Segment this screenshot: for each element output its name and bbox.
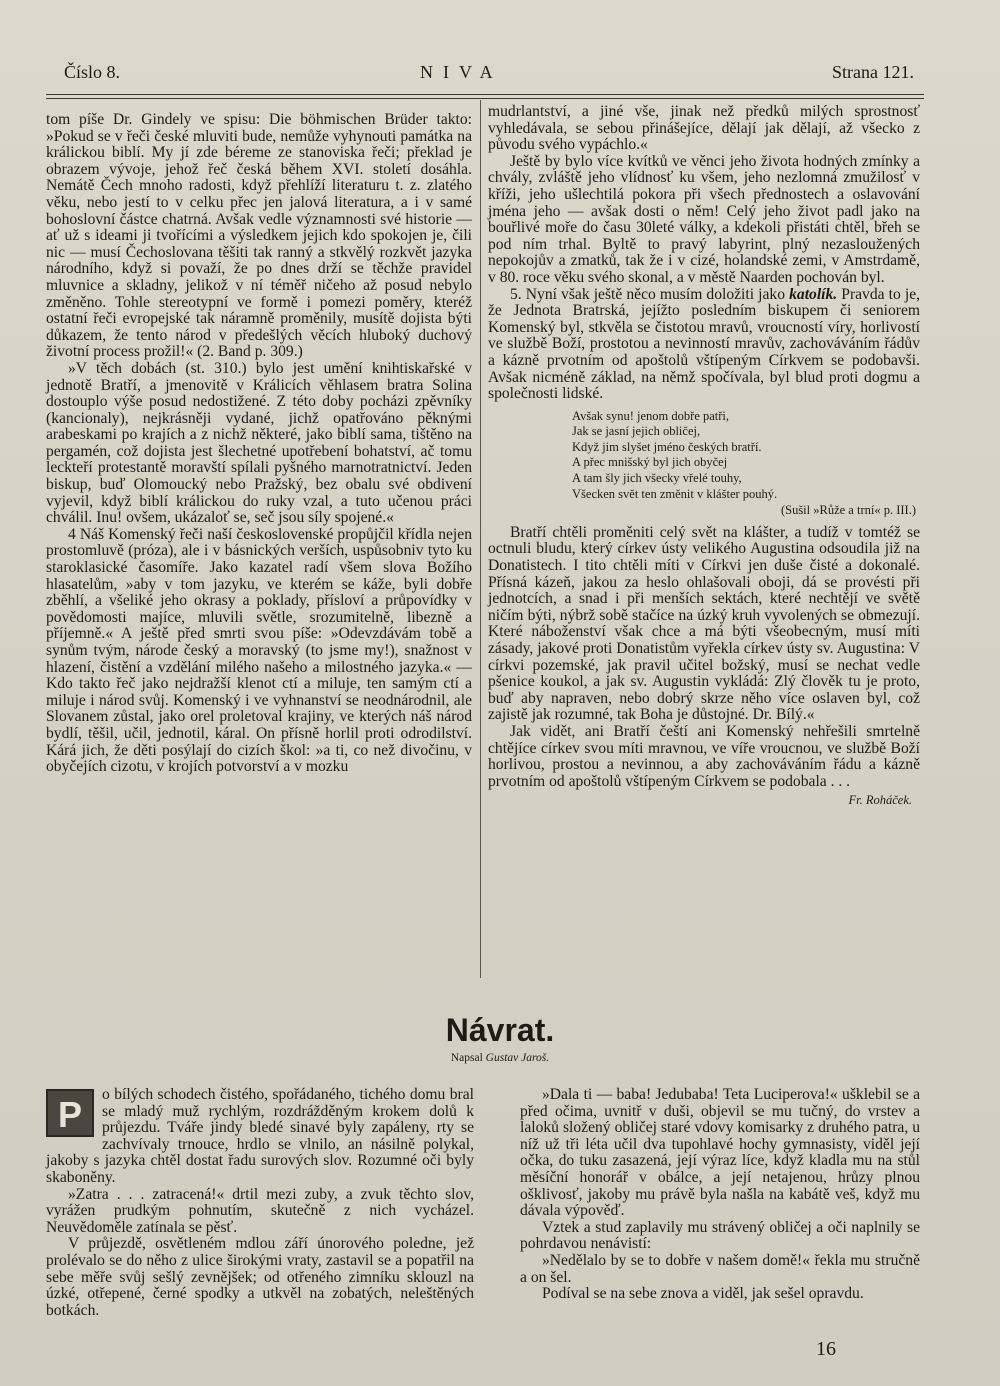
paragraph: Ještě by bylo více kvítků ve věnci jeho života hodných zmínky a chvály, zvláště jeho vlídnosť ku všem, jeho nezlomná zmužilosť v kříži, jeho ušlechtilá pokora při všech přednostech a oslavování jména jeho — avšak dosti o něm! Celý jeho život padl jako na bouřlivé moře do času 30leté války, a kdekoli přistáti chtěl, břeh se pod ním trhal. Byltě to pravý labyrint, plný nezasloužených nepokojův a zmatků, tak že i v cizé, holandské zemi, v Amstrdamě, v 80. roce věku svého skonal, a v městě Naarden pochován byl. (488, 152, 920, 286)
byline-author: Gustav Jaroš. (485, 1052, 550, 1064)
article-column-right (520, 1087, 920, 1303)
poem-source: (Sušil »Růže a trní« p. III.) (780, 503, 916, 518)
byline-prefix: Napsal (450, 1052, 483, 1064)
paragraph: »Dala ti — baba! Jedubaba! Teta Luciperova!« ušklebil se a před očima, uvnitř v duši, objevil se mu tučný, do vrstev a laloků složený obličej staré vdovy komisarky z druhého patra, u níž už tři léta učil dva tupohlavé hochy gymnasisty, viděl její očka, do tuku zasazená, její výraz líce, když kladla mu na stůl měsíční honorář v obálce, a její netajenou, hrůzy plnou ošklivosť, jakoby mu právě byla našla na kabátě veš, když mu dávala výpověď. (520, 1086, 920, 1220)
poem-line: A přec mnišský byl jich obyčej (572, 455, 728, 470)
column-left (46, 112, 472, 776)
paragraph: Podíval se na sebe znova a viděl, jak sešel opravdu. (542, 1285, 864, 1303)
drop-cap: P (46, 1089, 94, 1137)
article-column-left (46, 1087, 474, 1319)
opening-text: o bílých schodech čistého, spořádaného, tichého domu bral se mladý muž rychlým, rozdrážděným krokem dolů k průjezdu. Tváře jindy bledé sinavé byly zapáleny, rty se zachvívaly trnouce, hrdlo se vlnilo, an násilně polykal, jakoby s jazyka chtěl dostat řadu surových slov. Rozumné oči byly skaboněny. (46, 1086, 474, 1186)
paragraph-5 (488, 287, 920, 403)
paragraph: Bratří chtěli proměniti celý svět na klášter, a tudíž v tomtéž se octnuli bludu, který církev ústy velikého Augustina odsoudila již na Donatistech. I tito chtěli míti v Církvi jen duše čisté a dokonalé. Přísná kázeň, jakou za heslo ohlašovali oboji, dá se provésti při jednotcích, a snad i při menších sektách, které nechtějí ve světě ničím býti, nýbrž sobě stačíce na úzký kruh vyvolených se obmezují. Které náboženství však chce a má býti všeobecným, musí míti zásady, jakové proti Donatistům vyřekla církev ústy sv. Augustina: V církvi pozemské, jak pravil učitel božský, musí se nechat vedle pšenice koukol, a jak sv. Augustin vykládá: Zlý člověk tu je proto, buď aby napraven, nebo dobrý skrze něho více oslaven byl, což zajistě jak rozumné, tak Boha je důstojné. Dr. Bílý.« (488, 523, 920, 724)
column-right (488, 104, 920, 809)
p5-rest: Pravda to je, že Jednota Bratrská, jejížto posledním biskupem či seniorem Komenský byl, stkvěla se čistotou mravů, vroucností víry, horlivostí ve službě Boží, prostotou a nevinností mravův, zachováváním řádův a kázně prvotním od apoštolů vštípeným Církvem se podobavši. Avšak nicméně základ, na němž spočívala, byl blud proti dogmu a společnosti lidské. (488, 285, 921, 403)
header-rule-thin (46, 98, 924, 99)
page-number: 16 (816, 1338, 836, 1360)
paragraph: »V těch dobách (st. 310.) bylo jest umění knihtiskařské v jednotě Bratří, a jmenovitě v Králicích věhlasem bratra Solina dostouplo výše posud nedostižené. Z této doby pocházi zpěvníky (kancionaly), nejkrásněji vydané, jichž opatřováno pěknými arabeskami po krajích a z nichž některé, jako biblí sama, tištěno na pergamén, což dojista jest šlechetné upotřebení bohatství, ač tomu leckteří protestantě moravští spílali pyšného marnotratnictví. Jeden biskup, buď Olomoucký nebo Pražský, bez obalu své obdivení vyjevil, když biblí králickou do ruky vzal, a tuto učenou práci chválil. Inu! ovšem, ukázaloť se, seč jsou síly spojené.« (46, 359, 472, 527)
paragraph: 4 Náš Komenský řeči naší československé propůjčil křídla nejen prostomluvě (próza), ale i v básnických verších, uspůsobniv tyto ku staroklasické časomíře. Jako kazatel radí všem slova Božího hlasatelům, »aby v tom jazyku, ve kterém se káže, byli dobře zběhlí, a všeliké jeho okrasy a poklady, přísloví a průpovídky v povědomosti majíce, mluvili světle, srozumitelně, libezně a příjemně.« A ještě před smrti svou píše: »Odevzdávám tobě a synům tvým, národe český a moravský (to jsme my!), snažnost v hlazení, čistění a vzdělání milého našeho a milostného jazyka.« — Kdo takto řeč jako nejdražší klenot ctí a miluje, ten samým ctí a miluje i národ svůj. Komenský i ve vyhnanství se neodnárodnil, ale Slovanem zůstal, jako orel proletoval krajiny, ve kterých náš národ bydlí, těšil, učil, jednotil, káral. On přísně horlil proti odrodilství. Kárá jich, že děti posýlají do cizích škol: »a ti, co než divočinu, v obyčejích cizotu, v krojích potvorství a v mozku (46, 525, 472, 776)
paragraph: »Nedělalo by se to dobře v našem domě!« řekla mu stručně a on šel. (520, 1251, 920, 1286)
article-byline (0, 1052, 1000, 1064)
paragraph: mudrlantství, a jiné vše, jinak než předků milých sprostnosť vyhledávala, se sebou přinášejíce, dělají jak dělají, až všecko z původu svého vypáchlo.« (488, 103, 920, 154)
emphasis-katolik: katolík. (789, 285, 838, 303)
page-label: Strana 121. (832, 62, 914, 82)
poem-quote (572, 409, 920, 519)
column-divider (480, 100, 481, 978)
poem-line: A tam šly jich všecky vřelé touhy, (572, 471, 742, 486)
poem-line: Jak se jasní jejich obličej, (572, 424, 701, 439)
p5-start: 5. Nyní však ještě něco musím doložiti jako (510, 285, 785, 303)
paragraph: V průjezdě, osvětleném mdlou září únorového poledne, jež prolévalo se do něho z ulice širokými vraty, zastavil se a popatřil na sebe měře svůj sešlý zevnějšek; od otřeného zimníku sklouzl na úzké, otřepené, černé spodky a utkvěl na zobatých, neleštěných botkách. (46, 1235, 474, 1319)
poem-line: Když jim slyšet jméno českých bratří. (572, 439, 762, 454)
page-header (64, 62, 914, 88)
paragraph: tom píše Dr. Gindely ve spisu: Die böhmischen Brüder takto: »Pokud se v řeči české mluviti bude, nemůže vyhynouti památka na králickou biblí. My jí zde béreme ze stanoviska řeči; překlad je obrazem vývoje, jehož řeč česká během XVI. století dosáhla. Nemátě Čech mnoho radosti, když přehlíží literaturu t. z. zlatého věku, nebo jestí to v celku přec jen jalová literatura, a i v samé bohoslovní částce chatrná. Avšak vedle významnosti své historie — ať už s ideami ji tvořícími a výsledkem jejich kdo spokojen je, čili nic — musí Čechoslovana těšiti tak ranný a stkvělý rozkvět jazyka národního, když si považí, že po dnes drží se těchže pravidel mluvnice a skladny, jelikož v ní téměř ničeho až posud nebylo změněno. Tohle stereotypní ve formě i pomezi poměry, kteréž ostatní řeči evropejské tak náramně proměnily, musítě dojista býti důkazem, že tento národ v předešlých věcích hluboký duchový životní process prožil!« (2. Band p. 309.) (46, 111, 472, 361)
magazine-name: NIVA (420, 62, 503, 82)
issue-number: Číslo 8. (64, 62, 121, 82)
paragraph: »Zatra . . . zatracená!« drtil mezi zuby, a zvuk těchto slov, vyrážen prudkým pohnutím, skutečně z nich vycházel. Neuvědoměle zatínala se pěsť. (46, 1185, 474, 1236)
article-title: Návrat. (445, 1012, 555, 1048)
paragraph: Vztek a stud zaplavily mu strávený obličej a oči naplnily se pohrdavou nenávistí: (520, 1218, 920, 1253)
poem-line: Všecken svět ten změnit v klášter pouhý. (572, 486, 778, 501)
poem-line: Avšak synu! jenom dobře patři, (572, 408, 730, 423)
header-rule (46, 94, 924, 95)
paragraph: Jak vidět, ani Bratří čeští ani Komenský nehřešili smrtelně chtějíce církev svou míti mravnou, ve víře vroucnou, ve službě Boží horlivou, prostou a nevinnou, a aby zachováváním řádu a kázně prvotním od apoštolů vštípeným Církvem se podobala . . . (488, 722, 920, 790)
paragraph-opening (46, 1087, 474, 1187)
author-signature: Fr. Roháček. (848, 793, 912, 808)
